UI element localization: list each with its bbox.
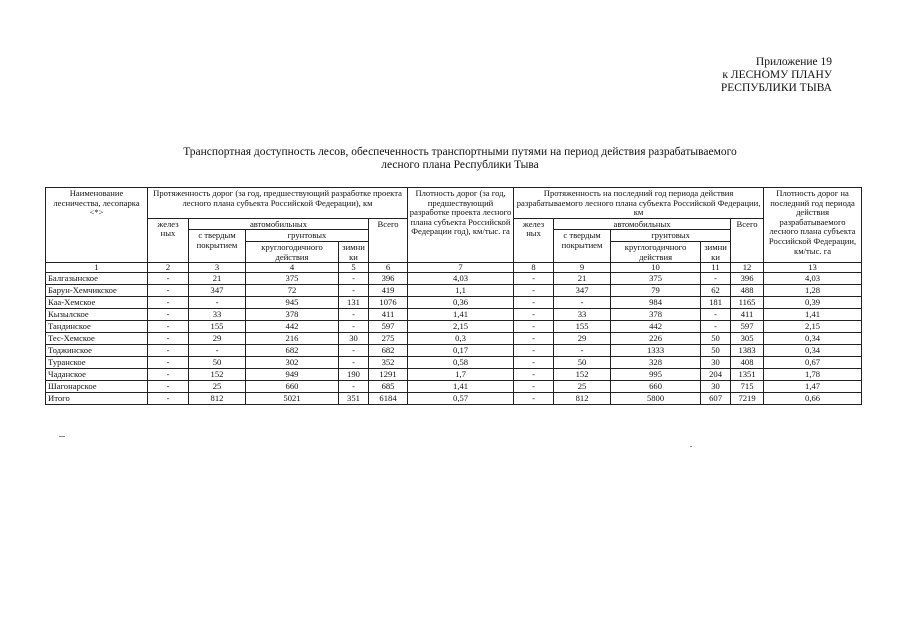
table-row [46,369,862,381]
column-number-row [46,263,862,273]
table-cell: - [701,273,731,285]
header-allyear-last: круглогодичного действия [611,241,701,262]
table-body [46,273,862,405]
table-cell: 597 [369,321,408,333]
table-cell: - [514,333,554,345]
table-cell: 328 [611,357,701,369]
table-cell: 347 [554,285,611,297]
table-cell: 488 [731,285,764,297]
header-prev-length: Протяженность дорог (за год, предшествующий разработке проекта лесного плана субъекта Российской Федерации), км [148,188,408,219]
table-cell: 79 [611,285,701,297]
appendix-line-1: Приложение 19 [755,56,832,68]
table-cell: 352 [369,357,408,369]
forestry-name-cell: Тандинское [46,321,148,333]
table-cell: 4,03 [764,273,862,285]
table-cell: 302 [246,357,339,369]
column-number: 13 [764,263,862,273]
table-cell: 6184 [369,393,408,405]
table-cell: 1,7 [408,369,514,381]
table-cell: 378 [246,309,339,321]
table-cell: 50 [701,333,731,345]
table-row [46,381,862,393]
table-cell: 4,03 [408,273,514,285]
scan-mark [690,446,692,447]
header-winter-prev: зимни ки [339,241,369,262]
table-cell: - [339,273,369,285]
table-cell: 375 [611,273,701,285]
table-cell: 682 [369,345,408,357]
column-number: 2 [148,263,189,273]
table-cell: - [148,393,189,405]
table-cell: 1351 [731,369,764,381]
table-cell: 2,15 [764,321,862,333]
table-cell: 72 [246,285,339,297]
table-cell: - [514,381,554,393]
table-cell: - [514,393,554,405]
table-cell: 216 [246,333,339,345]
column-number: 1 [46,263,148,273]
document-title [120,146,800,172]
table-cell: 30 [701,357,731,369]
table-cell: - [148,345,189,357]
table-cell: 131 [339,297,369,309]
table-cell: 347 [189,285,246,297]
table-cell: 408 [731,357,764,369]
table-cell: 685 [369,381,408,393]
table-cell: 0,39 [764,297,862,309]
table-cell: - [339,345,369,357]
title-line-2: лесного плана Республики Тыва [381,159,539,171]
table-cell: 50 [189,357,246,369]
table-cell: 275 [369,333,408,345]
table-cell: - [514,357,554,369]
table-cell: 2,15 [408,321,514,333]
table-row [46,285,862,297]
table-cell: 660 [246,381,339,393]
table-cell: - [514,321,554,333]
table-row [46,321,862,333]
table-row [46,273,862,285]
table-cell: 33 [554,309,611,321]
table-cell: 50 [701,345,731,357]
table-cell: - [148,273,189,285]
table-row [46,357,862,369]
table-cell: - [148,297,189,309]
table-cell: 715 [731,381,764,393]
header-winter-last: зимни ки [701,241,731,262]
table-cell: - [148,309,189,321]
header-paved-prev: с твердым покрытием [189,230,246,263]
table-cell: 152 [189,369,246,381]
transport-table [45,187,862,405]
table-cell: 812 [554,393,611,405]
table-cell: 33 [189,309,246,321]
column-number: 10 [611,263,701,273]
table-cell: - [554,345,611,357]
header-auto-prev: автомобильных [189,218,369,230]
table-cell: 949 [246,369,339,381]
column-number: 8 [514,263,554,273]
table-cell: 155 [554,321,611,333]
appendix-line-2: к ЛЕСНОМУ ПЛАНУ [722,69,832,81]
table-cell: 419 [369,285,408,297]
table-cell: 351 [339,393,369,405]
header-paved-last: с твердым покрытием [554,230,611,263]
column-number: 9 [554,263,611,273]
table-cell: - [514,297,554,309]
table-cell: - [148,285,189,297]
header-allyear-prev: круглогодичного действия [246,241,339,262]
table-cell: 0,34 [764,333,862,345]
table-cell: 305 [731,333,764,345]
appendix-line-3: РЕСПУБЛИКИ ТЫВА [720,82,832,94]
header-last-density: Плотность дорог на последний год периода действия разрабатываемого лесного плана субъекта Российской Федерации, км/тыс. га [764,188,862,263]
table-cell: 1076 [369,297,408,309]
column-number: 3 [189,263,246,273]
column-number: 6 [369,263,408,273]
table-cell: - [148,321,189,333]
column-number: 12 [731,263,764,273]
header-rail-prev: желез ных [148,218,189,262]
table-cell: 25 [189,381,246,393]
table-cell: 411 [731,309,764,321]
header-dirt-last: грунтовых [611,230,731,242]
table-row [46,309,862,321]
table-cell: 660 [611,381,701,393]
table-cell: 190 [339,369,369,381]
table-cell: 1,41 [408,309,514,321]
forestry-name-cell: Кызылское [46,309,148,321]
table-cell: 0,34 [764,345,862,357]
forestry-name-cell: Чаданское [46,369,148,381]
table-cell: - [514,309,554,321]
column-number: 4 [246,263,339,273]
table-cell: 682 [246,345,339,357]
table-cell: - [148,333,189,345]
header-auto-last: автомобильных [554,218,731,230]
table-cell: 5800 [611,393,701,405]
table-cell: - [148,381,189,393]
table-cell: 375 [246,273,339,285]
table-cell: 597 [731,321,764,333]
table-cell: 29 [189,333,246,345]
table-cell: 411 [369,309,408,321]
table-cell: - [514,273,554,285]
header-total-last: Всего [731,218,764,262]
table-cell: 1,47 [764,381,862,393]
table-cell: 1165 [731,297,764,309]
table-cell: - [554,297,611,309]
table-cell: 226 [611,333,701,345]
table-cell: - [148,357,189,369]
table-cell: 30 [339,333,369,345]
table-cell: - [148,369,189,381]
appendix-block [721,56,832,95]
table-cell: 29 [554,333,611,345]
table-cell: 1291 [369,369,408,381]
table-cell: 442 [246,321,339,333]
table-cell: 30 [701,381,731,393]
table-cell: 1,78 [764,369,862,381]
table-cell: 155 [189,321,246,333]
table-cell: 607 [701,393,731,405]
table-cell: - [701,321,731,333]
table-cell: - [189,297,246,309]
table-row [46,297,862,309]
forestry-name-cell: Тоджинское [46,345,148,357]
title-line-1: Транспортная доступность лесов, обеспеченность транспортными путями на период действия разрабатываемого [183,146,737,158]
forestry-name-cell: Итого [46,393,148,405]
table-cell: 0,36 [408,297,514,309]
table-cell: - [339,357,369,369]
header-rail-last: желез ных [514,218,554,262]
table-cell: - [514,369,554,381]
table-cell: 1,41 [764,309,862,321]
forestry-name-cell: Туранское [46,357,148,369]
column-number: 11 [701,263,731,273]
table-cell: 152 [554,369,611,381]
header-total-prev: Всего [369,218,408,262]
table-cell: 21 [554,273,611,285]
table-cell: 1333 [611,345,701,357]
table-cell: 62 [701,285,731,297]
forestry-name-cell: Барун-Хемчикское [46,285,148,297]
table-cell: 25 [554,381,611,393]
header-dirt-prev: грунтовых [246,230,369,242]
table-cell: 0,57 [408,393,514,405]
table-cell: - [514,285,554,297]
table-cell: 995 [611,369,701,381]
table-cell: 204 [701,369,731,381]
forestry-name-cell: Шагонарское [46,381,148,393]
table-cell: 0,67 [764,357,862,369]
table-cell: - [514,345,554,357]
table-cell: 0,17 [408,345,514,357]
table-cell: 50 [554,357,611,369]
table-cell: 0,3 [408,333,514,345]
table-cell: 984 [611,297,701,309]
table-cell: 5021 [246,393,339,405]
table-cell: 1383 [731,345,764,357]
table-cell: 0,58 [408,357,514,369]
table-cell: 442 [611,321,701,333]
table-row [46,333,862,345]
header-last-length: Протяженность на последний год периода действия разрабатываемого лесного плана субъекта Российской Федерации, км [514,188,764,219]
table-cell: 7219 [731,393,764,405]
table-row [46,345,862,357]
forestry-name-cell: Каа-Хемское [46,297,148,309]
header-name: Наименование лесничества, лесопарка <*> [46,188,148,263]
table-cell: - [339,321,369,333]
table-cell: - [189,345,246,357]
table-cell: 0,66 [764,393,862,405]
table-cell: 945 [246,297,339,309]
header-prev-density: Плотность дорог (за год, предшествующий разработке проекта лесного плана субъекта Российской Федерации год), км/тыс. га [408,188,514,263]
scan-mark [59,436,65,437]
table-cell: 21 [189,273,246,285]
table-cell: 378 [611,309,701,321]
table-cell: 181 [701,297,731,309]
table-cell: - [339,309,369,321]
table-cell: - [701,309,731,321]
table-cell: - [339,381,369,393]
table-cell: 396 [369,273,408,285]
table-cell: 1,1 [408,285,514,297]
table-cell: 1,28 [764,285,862,297]
table-cell: 812 [189,393,246,405]
table-cell: 1,41 [408,381,514,393]
table-row [46,393,862,405]
table-cell: 396 [731,273,764,285]
column-number: 5 [339,263,369,273]
table-cell: - [339,285,369,297]
forestry-name-cell: Балгазынское [46,273,148,285]
forestry-name-cell: Тес-Хемское [46,333,148,345]
column-number: 7 [408,263,514,273]
